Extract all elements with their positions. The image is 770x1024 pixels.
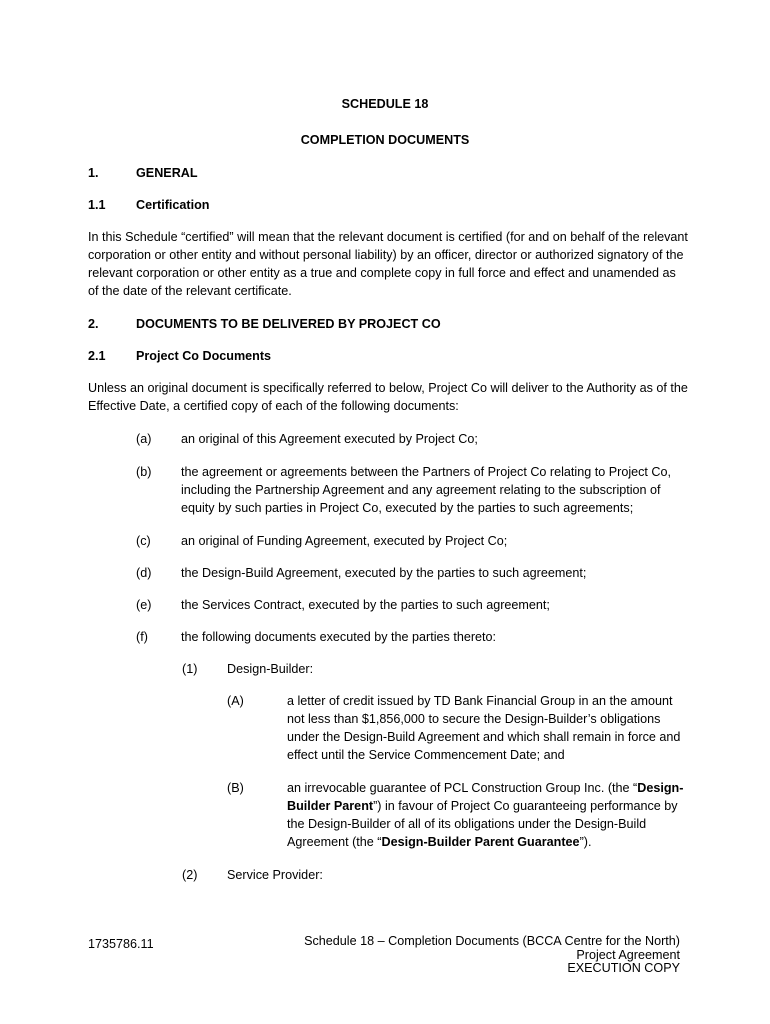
- section-1-1-heading: Certification: [136, 198, 210, 212]
- list-item-label: (d): [136, 566, 152, 580]
- project-co-documents-paragraph: Unless an original document is specifically referred to below, Project Co will deliver to the Authority as of the Effective Date, a certified copy of each of the following documents:: [88, 381, 688, 413]
- footer-document-number: 1735786.11: [88, 937, 154, 951]
- list-item: an original of Funding Agreement, executed by Project Co;: [181, 534, 508, 548]
- defined-term-design-builder-parent: Design-Builder Parent: [287, 781, 684, 813]
- list-item: the Services Contract, executed by the parties to such agreement;: [181, 598, 550, 612]
- defined-term-parent-guarantee: Design-Builder Parent Guarantee: [381, 835, 580, 849]
- footer-info: [304, 935, 680, 976]
- section-1-number: 1.: [88, 166, 99, 180]
- list-item: the agreement or agreements between the Partners of Project Co relating to Project Co, including the Partnership Agreement and any agreement relating to the subscription of equity by such parties in Project Co, executed by the parties to such agreements;: [181, 465, 672, 515]
- document-title: COMPLETION DOCUMENTS: [300, 133, 470, 147]
- sublist-item: Design-Builder:: [227, 662, 314, 676]
- guarantee-text-end: ”).: [579, 835, 592, 849]
- guarantee-text-start: an irrevocable guarantee of PCL Construction Group Inc. (the “: [287, 781, 638, 795]
- section-2-heading: DOCUMENTS TO BE DELIVERED BY PROJECT CO: [136, 317, 441, 331]
- list-item-label: (e): [136, 598, 152, 612]
- list-item-label: (a): [136, 432, 152, 446]
- schedule-number: SCHEDULE 18: [341, 97, 429, 111]
- subsublist-item-label: (A): [227, 694, 244, 708]
- sublist-item-label: (2): [182, 868, 198, 882]
- section-1-heading: GENERAL: [136, 166, 198, 180]
- list-item: the Design-Build Agreement, executed by the parties to such agreement;: [181, 566, 587, 580]
- list-item: an original of this Agreement executed by Project Co;: [181, 432, 478, 446]
- guarantee-text-middle: ”) in favour of Project Co guaranteeing performance by the Design-Builder of all of its obligations under the Design-Build Agreement (the “: [287, 799, 678, 849]
- subsublist-item-label: (B): [227, 781, 244, 795]
- list-item-label: (f): [136, 630, 148, 644]
- footer-execution-line: EXECUTION COPY: [567, 961, 680, 975]
- footer-agreement-line: Project Agreement: [576, 947, 680, 962]
- sublist-item: Service Provider:: [227, 868, 323, 882]
- section-2-1-number: 2.1: [88, 349, 106, 363]
- section-2-1-heading: Project Co Documents: [136, 349, 272, 363]
- list-item-label: (b): [136, 465, 152, 479]
- footer-schedule-line: Schedule 18 – Completion Documents (BCCA Centre for the North): [304, 934, 680, 948]
- sublist-item-label: (1): [182, 662, 198, 676]
- certification-paragraph: In this Schedule “certified” will mean that the relevant document is certified (for and on behalf of the relevant corporation or other entity and without personal liability) by an officer, director or authorized signatory of the relevant corporation or other entity as a true and complete copy in full force and effect and unamended as of the date of the relevant certificate.: [88, 230, 688, 298]
- section-2-number: 2.: [88, 317, 99, 331]
- list-item: the following documents executed by the parties thereto:: [181, 630, 497, 644]
- section-1-1-number: 1.1: [88, 198, 106, 212]
- list-item-label: (c): [136, 534, 151, 548]
- subsublist-item: a letter of credit issued by TD Bank Financial Group in an the amount not less than $1,856,000 to secure the Design-Builder’s obligations under the Design-Build Agreement and which shall remain in force and effect until the Service Commencement Date; and: [287, 694, 681, 762]
- subsublist-item: [287, 779, 687, 851]
